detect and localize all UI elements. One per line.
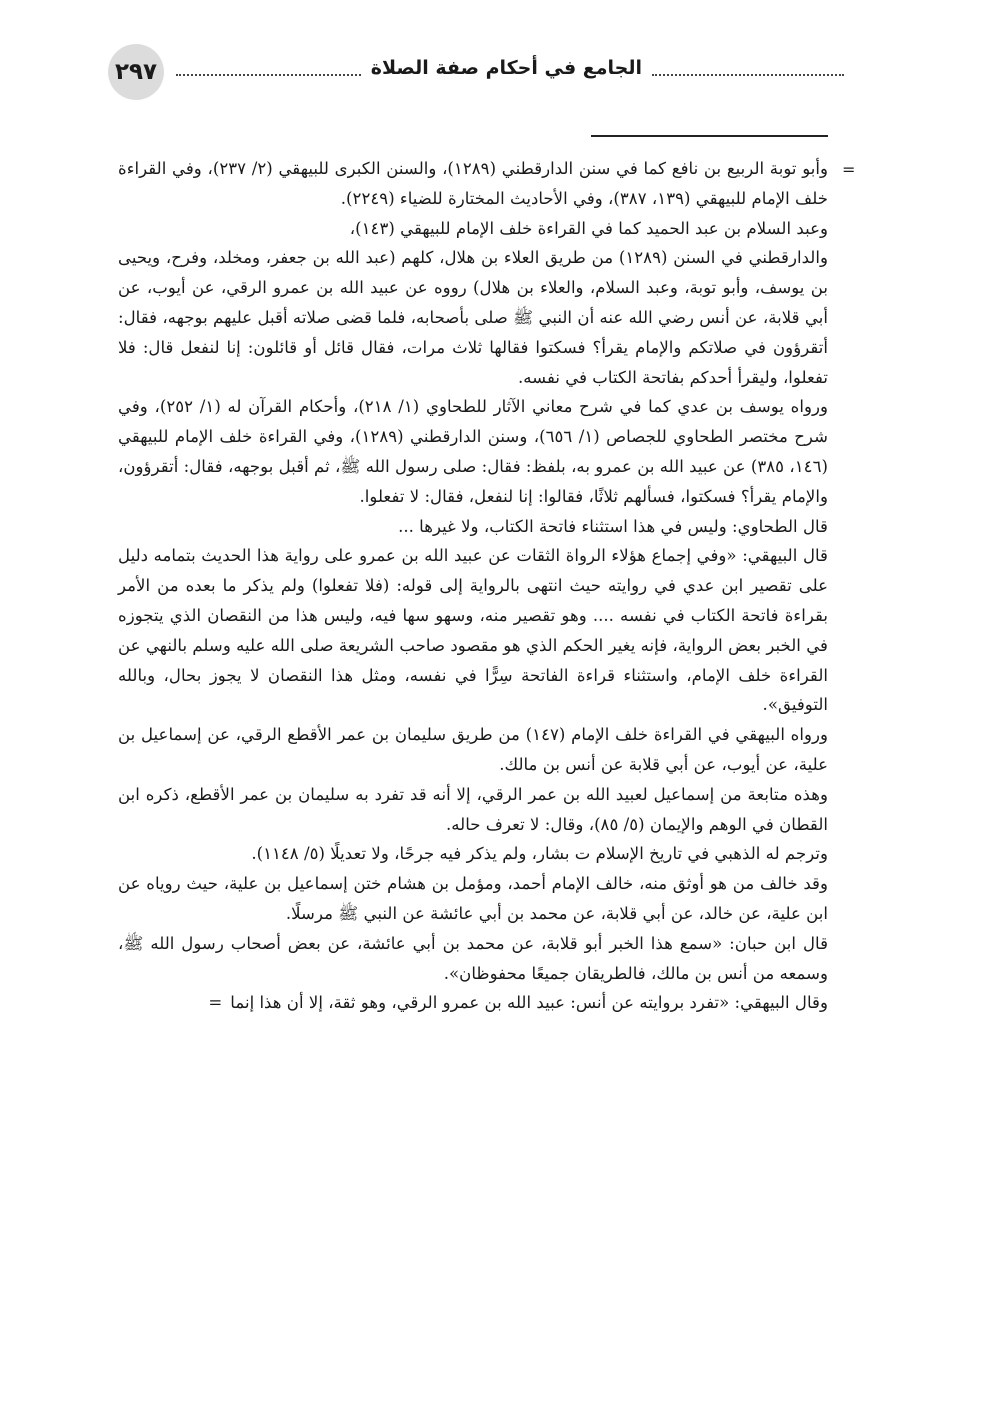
header-leader-dots-left <box>176 74 361 76</box>
paragraph: وترجم له الذهبي في تاريخ الإسلام ت بشار، ولم يذكر فيه جرحًا، ولا تعديلًا (٥/ ١١٤٨). <box>251 844 828 864</box>
paragraph: والدارقطني في السنن (١٢٨٩) من طريق العلاء بن هلال، كلهم (عبد الله بن جعفر، ومخلد، وفرح، ويحيى بن يوسف، وأبو توبة، وعبد السلام، والعلاء بن هلال) رووه عن عبيد الله بن عمرو الرقي، عن أيوب، عن أبي قلابة، عن أنس رضي الله عنه أن النبي ﷺ صلى بأصحابه، فلما قضى صلاته أقبل عليهم بوجهه، فقال: أتقرؤون في صلاتكم والإمام يقرأ؟ فسكتوا فقالها ثلاث مرات، فقال قائل أو قائلون: إنا لنفعل قال: فلا تفعلوا، وليقرأ أحدكم بفاتحة الكتاب في نفسه. <box>118 248 828 387</box>
footnote-text <box>118 154 828 1018</box>
running-header <box>176 48 844 88</box>
last-paragraph-text: وقال البيهقي: «تفرد بروايته عن أنس: عبيد الله بن عمرو الرقي، وهو ثقة، إلا أن هذا إنما <box>230 993 828 1013</box>
continuation-marker-end: = <box>208 993 223 1013</box>
paragraph: وقد خالف من هو أوثق منه، خالف الإمام أحمد، ومؤمل بن هشام ختن إسماعيل بن علية، حيث روياه عن ابن علية، عن خالد، عن أبي قلابة، عن محمد بن أبي عائشة عن النبي ﷺ مرسلًا. <box>118 874 828 923</box>
paragraph-last <box>118 988 828 1018</box>
paragraph: قال الطحاوي: وليس في هذا استثناء فاتحة الكتاب، ولا غيرها ... <box>398 516 828 536</box>
footnote-continuation-marker: = <box>842 160 856 179</box>
book-title: الجامع في أحكام صفة الصلاة <box>370 57 642 79</box>
footnote-separator <box>591 135 828 137</box>
paragraph: وعبد السلام بن عبد الحميد كما في القراءة خلف الإمام للبيهقي (١٤٣)، <box>349 218 828 238</box>
page-number-badge <box>108 44 164 100</box>
paragraph: ورواه البيهقي في القراءة خلف الإمام (١٤٧) من طريق سليمان بن عمر الأقطع الرقي، عن إسماعيل بن علية، عن أيوب، عن أبي قلابة عن أنس بن مالك. <box>118 725 829 774</box>
header-leader-dots-right <box>652 74 844 76</box>
paragraph: قال ابن حبان: «سمع هذا الخبر أبو قلابة، عن محمد بن أبي عائشة، عن بعض أصحاب رسول الله ﷺ، وسمعه من أنس بن مالك، فالطريقان جميعًا محفوظان». <box>118 933 828 983</box>
paragraph: وهذه متابعة من إسماعيل لعبيد الله بن عمر الرقي، إلا أنه قد تفرد به سليمان بن عمر الأقطع، ذكره ابن القطان في الوهم والإيمان (٥/ ٨٥)، وقال: لا تعرف حاله. <box>118 784 828 834</box>
paragraph: وأبو توبة الربيع بن نافع كما في سنن الدارقطني (١٢٨٩)، والسنن الكبرى للبيهقي (٢/ ٢٣٧)، وفي القراءة خلف الإمام للبيهقي (١٣٩، ٣٨٧)، وفي الأحاديث المختارة للضياء (٢٢٤٩). <box>118 159 829 208</box>
paragraph: قال البيهقي: «وفي إجماع هؤلاء الرواة الثقات عن عبيد الله بن عمرو على رواية هذا الحديث بتمامه دليل على تقصير ابن عدي في روايته حيث انتهى بالرواية إلى قوله: (فلا تفعلوا) ولم يذكر ما بعده من الأمر بقراءة فاتحة الكتاب في نفسه .... وهو تقصير منه، وسهو سها فيه، وليس هذا من النقصان الذي يتجوزه في الخبر بعض الرواية، فإنه يغير الحكم الذي هو مقصود صاحب الشريعة صلى الله عليه وسلم بالنهي عن القراءة خلف الإمام، واستثناء قراءة الفاتحة سِرًّا في نفسه، ومثل هذا النقصان لا يجوز بحال، وبالله التوفيق». <box>118 546 828 715</box>
paragraph: ورواه يوسف بن عدي كما في شرح معاني الآثار للطحاوي (١/ ٢١٨)، وأحكام القرآن له (١/ ٢٥٢)، وفي شرح مختصر الطحاوي للجصاص (١/ ٦٥٦)، وسنن الدارقطني (١٢٨٩)، وفي القراءة خلف الإمام للبيهقي (١٤٦، ٣٨٥) عن عبيد الله بن عمرو به، بلفظ: فقال: صلى رسول الله ﷺ، ثم أقبل بوجهه، فقال: أتقرؤون، والإمام يقرأ؟ فسكتوا، فسألهم ثلاثًا، فقالوا: إنا لنفعل، فقال: لا تفعلوا. <box>118 397 828 506</box>
page-number: ٢٩٧ <box>114 59 158 85</box>
